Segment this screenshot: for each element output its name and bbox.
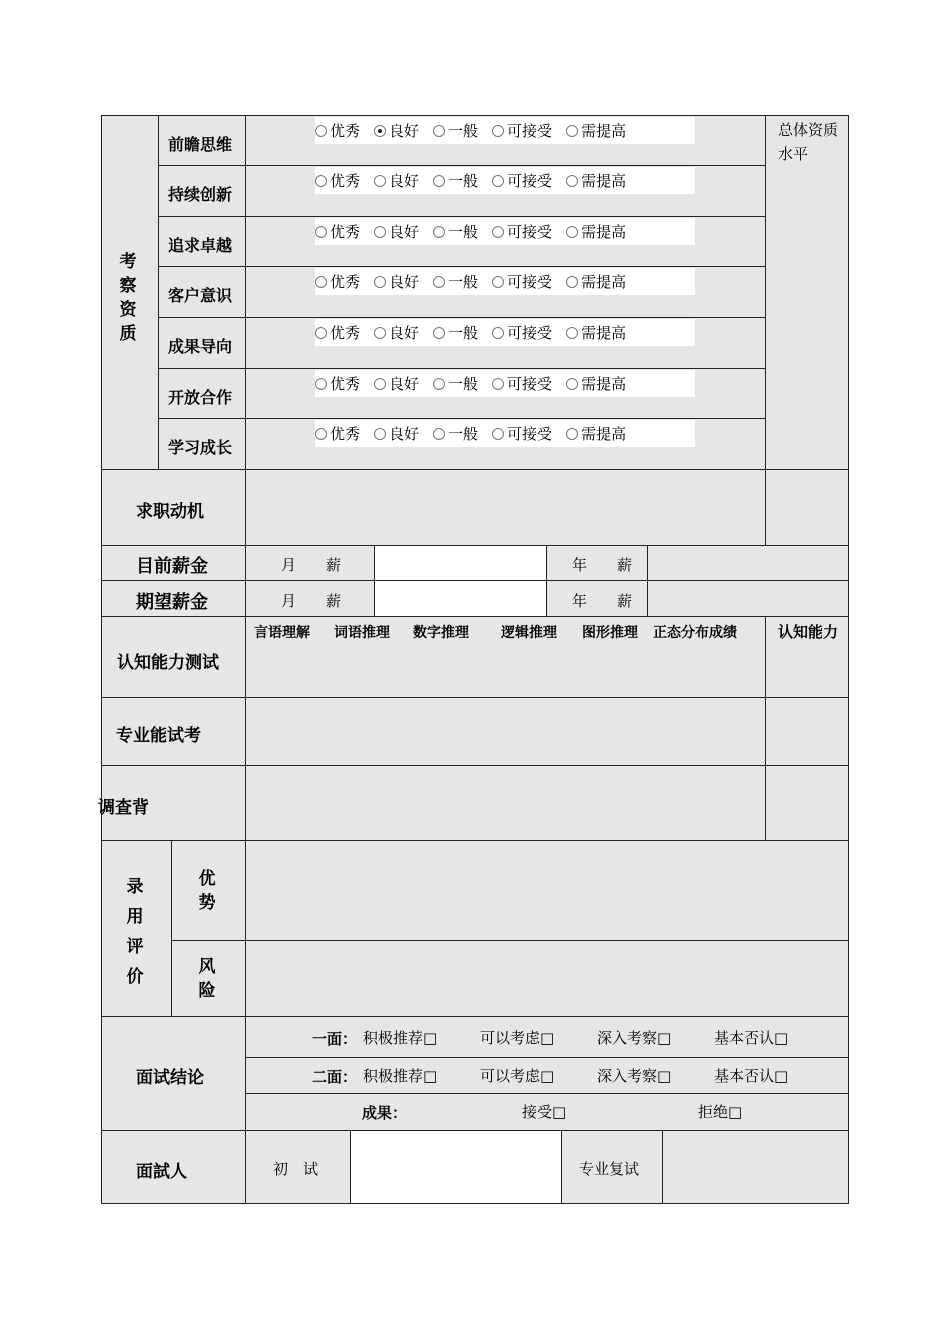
radio-icon[interactable] — [315, 428, 327, 440]
cognitive-item-word: 词语推理 — [334, 625, 390, 641]
rating-option[interactable] — [433, 271, 478, 292]
background-label: 调查背 — [98, 798, 149, 818]
rating-option-label: 可接受 — [507, 324, 553, 342]
rating-option[interactable] — [566, 373, 626, 394]
first-reject-checkbox[interactable]: 基本否认□ — [714, 1029, 789, 1047]
rating-option[interactable] — [315, 221, 360, 242]
expected-month-label: 月 薪 — [281, 592, 342, 610]
radio-icon[interactable] — [315, 378, 327, 390]
radio-icon[interactable] — [566, 378, 578, 390]
first-round-label: 初 试 — [273, 1160, 319, 1178]
current-salary-label: 目前薪金 — [136, 556, 208, 577]
second-consider-checkbox[interactable]: 可以考虑□ — [480, 1067, 555, 1085]
rating-option[interactable] — [374, 271, 419, 292]
quality-rating-group — [315, 268, 695, 295]
rating-option[interactable] — [315, 120, 360, 141]
rating-option-label: 一般 — [448, 425, 479, 443]
radio-icon[interactable] — [433, 327, 445, 339]
radio-icon[interactable] — [566, 327, 578, 339]
rating-option-label: 一般 — [448, 324, 479, 342]
current-salary-month-input[interactable] — [374, 546, 546, 580]
rating-option[interactable] — [374, 120, 419, 141]
current-year-label: 年 薪 — [572, 556, 633, 574]
rating-option[interactable] — [374, 221, 419, 242]
rating-option-label: 需提高 — [581, 425, 627, 443]
qualities-section-label: 考 察 资 质 — [119, 252, 137, 344]
rating-option[interactable] — [374, 373, 419, 394]
cognitive-item-normal-score: 正态分布成绩 — [653, 625, 737, 641]
quality-name: 持续创新 — [168, 185, 233, 204]
interviewer-label: 面試人 — [136, 1162, 187, 1182]
radio-icon[interactable] — [492, 378, 504, 390]
cognitive-item-verbal: 言语理解 — [254, 625, 310, 641]
rating-option[interactable] — [433, 120, 478, 141]
professional-label: 专业能试考 — [116, 726, 201, 746]
first-interviewer-input[interactable] — [350, 1131, 561, 1203]
rating-option[interactable] — [492, 322, 552, 343]
rating-option[interactable] — [566, 221, 626, 242]
rating-option-label: 良好 — [389, 172, 420, 190]
rating-option[interactable] — [433, 170, 478, 191]
cognitive-item-logic: 逻辑推理 — [501, 625, 557, 641]
rating-option[interactable] — [566, 271, 626, 292]
rating-option-label: 需提高 — [581, 172, 627, 190]
radio-icon[interactable] — [492, 175, 504, 187]
radio-icon[interactable] — [374, 125, 386, 137]
rating-option-label: 需提高 — [581, 324, 627, 342]
hiring-eval-label: 录 用 评 价 — [126, 877, 144, 987]
current-month-label: 月 薪 — [281, 556, 342, 574]
quality-rating-group — [315, 319, 695, 346]
rating-option[interactable] — [374, 423, 419, 444]
radio-icon[interactable] — [433, 378, 445, 390]
rating-option-label: 良好 — [389, 273, 420, 291]
rating-option-label: 一般 — [448, 122, 479, 140]
rating-option[interactable] — [566, 322, 626, 343]
rating-option[interactable] — [374, 170, 419, 191]
rating-option-label: 可接受 — [507, 273, 553, 291]
cognitive-item-numeric: 数字推理 — [413, 625, 469, 641]
rating-option-label: 良好 — [389, 375, 420, 393]
radio-icon[interactable] — [492, 428, 504, 440]
rating-option-label: 一般 — [448, 375, 479, 393]
rating-option-label: 可接受 — [507, 122, 553, 140]
radio-icon[interactable] — [566, 428, 578, 440]
radio-icon[interactable] — [374, 378, 386, 390]
rating-option-label: 良好 — [389, 324, 420, 342]
rating-option[interactable] — [566, 423, 626, 444]
radio-icon[interactable] — [315, 125, 327, 137]
cognitive-side-label: 认知能力 — [778, 623, 839, 641]
rating-option[interactable] — [433, 221, 478, 242]
rating-option-label: 优秀 — [330, 375, 361, 393]
rating-option[interactable] — [315, 373, 360, 394]
rating-option[interactable] — [433, 322, 478, 343]
advantage-label: 优 势 — [198, 869, 216, 913]
second-recommend-checkbox[interactable]: 积极推荐□ — [363, 1067, 438, 1085]
expected-salary-month-input[interactable] — [374, 581, 546, 616]
radio-icon[interactable] — [566, 226, 578, 238]
radio-icon[interactable] — [433, 428, 445, 440]
radio-icon[interactable] — [374, 327, 386, 339]
rating-option[interactable] — [492, 271, 552, 292]
overall-level-label: 总体资质水平 — [778, 121, 839, 163]
quality-rating-group — [315, 370, 695, 397]
rating-option-label: 优秀 — [330, 425, 361, 443]
rating-option[interactable] — [315, 271, 360, 292]
second-investigate-checkbox[interactable]: 深入考察□ — [597, 1067, 672, 1085]
second-round-label: 专业复试 — [579, 1160, 640, 1178]
motivation-label: 求职动机 — [136, 502, 204, 522]
rating-option[interactable] — [315, 170, 360, 191]
radio-icon[interactable] — [566, 125, 578, 137]
rating-option[interactable] — [433, 373, 478, 394]
radio-icon[interactable] — [492, 276, 504, 288]
rating-option-label: 可接受 — [507, 223, 553, 241]
quality-name: 前瞻思维 — [168, 135, 233, 154]
rating-option[interactable] — [566, 170, 626, 191]
rating-option-label: 一般 — [448, 172, 479, 190]
reject-checkbox[interactable]: 拒绝□ — [698, 1103, 743, 1121]
rating-option[interactable] — [433, 423, 478, 444]
first-recommend-checkbox[interactable]: 积极推荐□ — [363, 1029, 438, 1047]
second-interview-label: 二面： — [312, 1068, 358, 1086]
radio-icon[interactable] — [492, 226, 504, 238]
first-consider-checkbox[interactable]: 可以考虑□ — [480, 1029, 555, 1047]
expected-salary-label: 期望薪金 — [136, 592, 208, 613]
background-row — [101, 765, 849, 841]
quality-rating-group — [315, 167, 695, 194]
rating-option[interactable] — [566, 120, 626, 141]
rating-option-label: 一般 — [448, 223, 479, 241]
rating-option-label: 优秀 — [330, 273, 361, 291]
professional-row — [101, 697, 849, 766]
rating-option-label: 优秀 — [330, 172, 361, 190]
radio-icon[interactable] — [433, 276, 445, 288]
quality-rating-group — [315, 420, 695, 447]
radio-icon[interactable] — [315, 276, 327, 288]
radio-icon[interactable] — [433, 175, 445, 187]
rating-option[interactable] — [492, 120, 552, 141]
second-reject-checkbox[interactable]: 基本否认□ — [714, 1067, 789, 1085]
rating-option-label: 可接受 — [507, 375, 553, 393]
accept-checkbox[interactable]: 接受□ — [522, 1103, 567, 1121]
rating-option-label: 可接受 — [507, 425, 553, 443]
rating-option-label: 需提高 — [581, 223, 627, 241]
rating-option[interactable] — [374, 322, 419, 343]
radio-icon[interactable] — [492, 327, 504, 339]
radio-icon[interactable] — [374, 226, 386, 238]
expected-year-label: 年 薪 — [572, 592, 633, 610]
rating-option-label: 一般 — [448, 273, 479, 291]
radio-icon[interactable] — [374, 175, 386, 187]
rating-option[interactable] — [492, 221, 552, 242]
rating-option[interactable] — [315, 423, 360, 444]
conclusion-label: 面试结论 — [136, 1068, 204, 1088]
rating-option-label: 良好 — [389, 425, 420, 443]
radio-icon[interactable] — [433, 125, 445, 137]
rating-option[interactable] — [492, 170, 552, 191]
radio-icon[interactable] — [433, 226, 445, 238]
rating-option[interactable] — [492, 373, 552, 394]
rating-option-label: 优秀 — [330, 223, 361, 241]
radio-icon[interactable] — [315, 327, 327, 339]
rating-option-label: 良好 — [389, 122, 420, 140]
rating-option-label: 优秀 — [330, 324, 361, 342]
rating-option[interactable] — [315, 322, 360, 343]
result-label: 成果： — [362, 1104, 408, 1122]
first-investigate-checkbox[interactable]: 深入考察□ — [597, 1029, 672, 1047]
radio-icon[interactable] — [492, 125, 504, 137]
quality-name: 开放合作 — [168, 388, 233, 407]
cognitive-item-graphic: 图形推理 — [582, 625, 638, 641]
radio-icon[interactable] — [315, 175, 327, 187]
quality-name: 成果导向 — [168, 337, 233, 356]
radio-icon[interactable] — [374, 276, 386, 288]
rating-option-label: 优秀 — [330, 122, 361, 140]
cognitive-test-label: 认知能力测试 — [117, 653, 219, 673]
risk-label: 风 险 — [198, 957, 216, 1001]
rating-option-label: 需提高 — [581, 273, 627, 291]
radio-icon[interactable] — [315, 226, 327, 238]
radio-icon[interactable] — [566, 175, 578, 187]
quality-name: 追求卓越 — [168, 236, 233, 255]
rating-option-label: 需提高 — [581, 122, 627, 140]
quality-rating-group — [315, 218, 695, 245]
quality-name: 学习成长 — [168, 438, 233, 457]
quality-rating-group — [315, 117, 695, 144]
first-interview-label: 一面： — [312, 1030, 358, 1048]
quality-name: 客户意识 — [168, 286, 233, 305]
radio-icon[interactable] — [374, 428, 386, 440]
radio-icon[interactable] — [566, 276, 578, 288]
rating-option-label: 需提高 — [581, 375, 627, 393]
rating-option-label: 可接受 — [507, 172, 553, 190]
rating-option[interactable] — [492, 423, 552, 444]
motivation-row — [101, 469, 849, 546]
rating-option-label: 良好 — [389, 223, 420, 241]
